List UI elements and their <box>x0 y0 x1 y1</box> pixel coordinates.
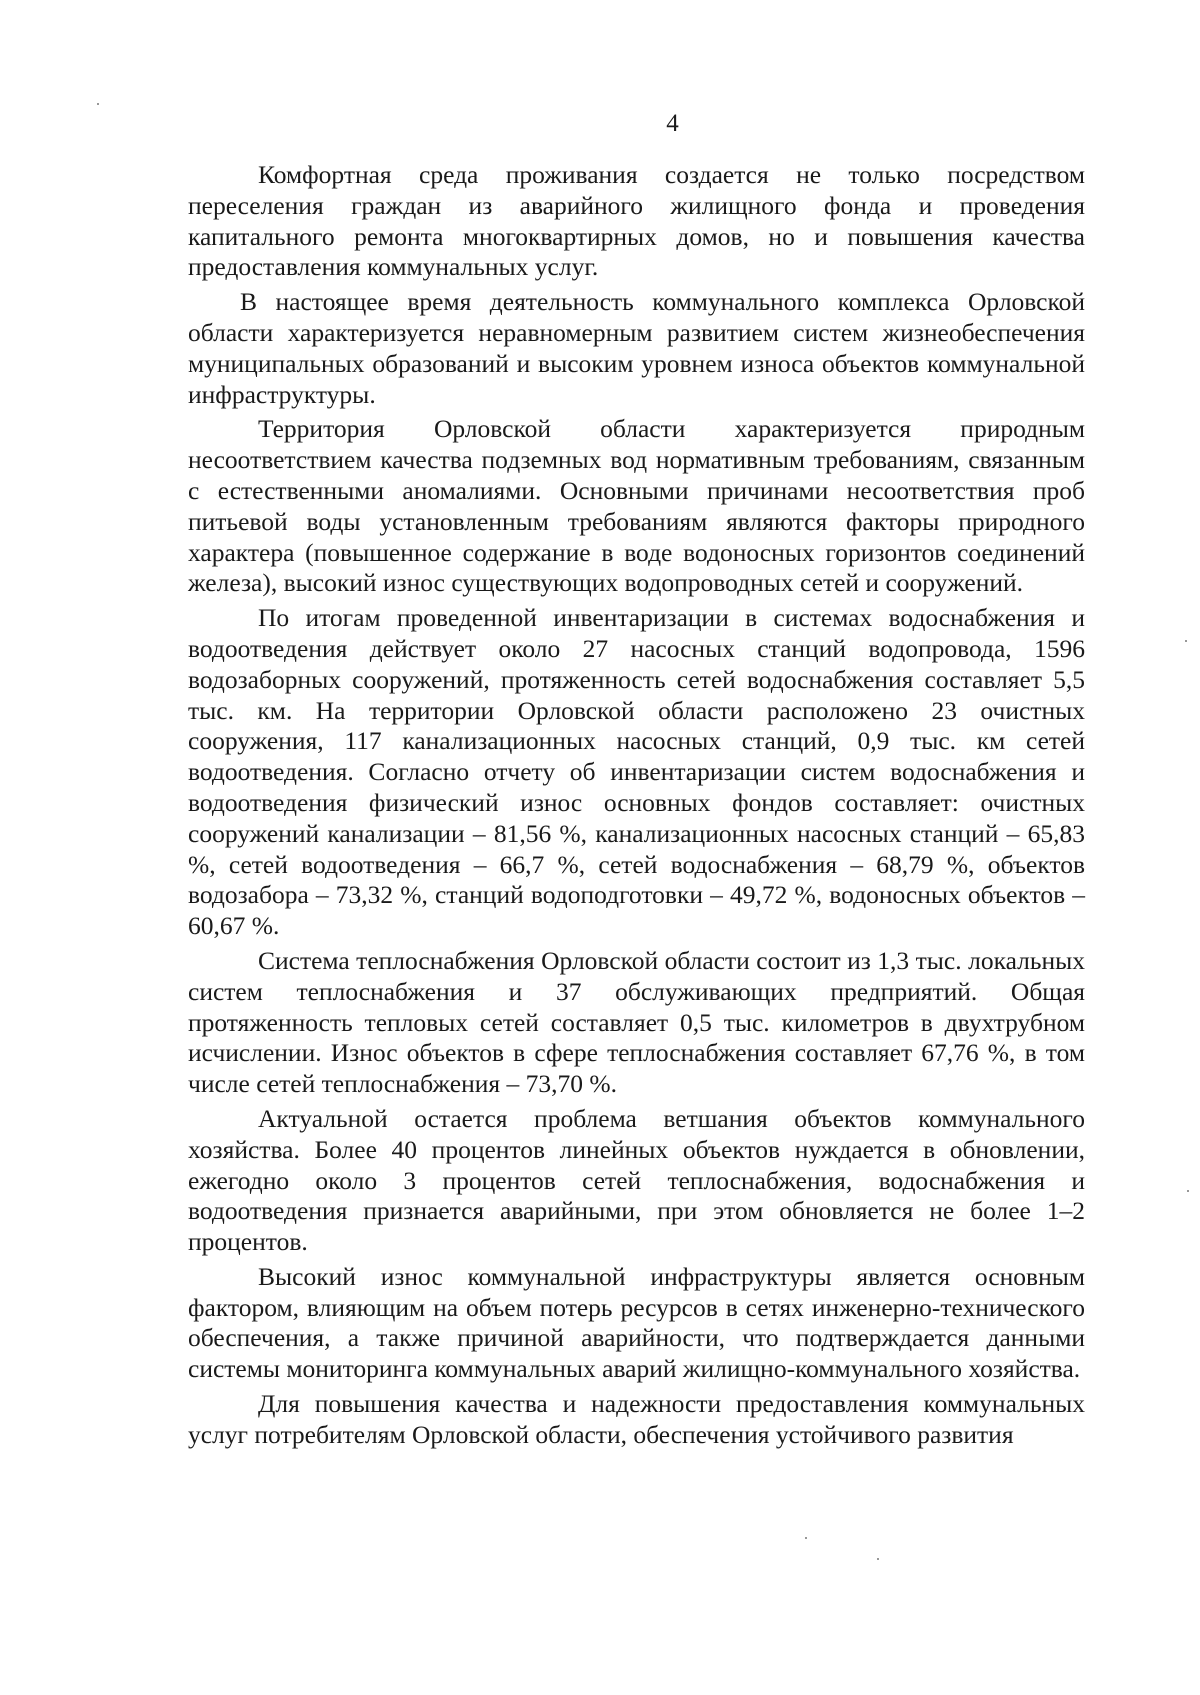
paragraph-quality-improvement: Для повышения качества и надежности предоставления коммунальных услуг потребителям Орловской области, обеспечения устойчивого развития <box>188 1389 1085 1449</box>
scan-speck <box>805 1537 807 1539</box>
scan-speck <box>1187 1190 1189 1192</box>
paragraph-heat-supply: Система теплоснабжения Орловской области состоит из 1,3 тыс. локальных систем теплоснабжения и 37 обслуживающих предприятий. Общая протяженность тепловых сетей составляет 0,5 тыс. километров в двухтрубном исчислении. Износ объектов в сфере теплоснабжения составляет 67,76 %, в том числе сетей теплоснабжения – 73,70 %. <box>188 945 1085 1099</box>
document-body <box>188 160 1085 1455</box>
scan-speck <box>877 1558 879 1560</box>
scan-speck <box>1185 640 1187 642</box>
paragraph-water-inventory: По итогам проведенной инвентаризации в системах водоснабжения и водоотведения действует около 27 насосных станций водопровода, 1596 водозаборных сооружений, протяженность сетей водоснабжения составляет 5,5 тыс. км. На территории Орловской области расположено 23 очистных сооружения, 117 канализационных насосных станций, 0,9 тыс. км сетей водоотведения. Согласно отчету об инвентаризации систем водоснабжения и водоотведения физический износ основных фондов составляет: очистных сооружений канализации – 81,56 %, канализационных насосных станций – 65,83 %, сетей водоотведения – 66,7 %, сетей водоснабжения – 68,79 %, объектов водозабора – 73,32 %, станций водоподготовки – 49,72 %, водоносных объектов – 60,67 %. <box>188 603 1085 941</box>
paragraph-communal-complex: В настоящее время деятельность коммунального комплекса Орловской области характеризуется неравномерным развитием систем жизнеобеспечения муниципальных образований и высоким уровнем износа объектов коммунальной инфраструктуры. <box>188 287 1085 409</box>
scan-speck <box>97 103 99 105</box>
paragraph-comfortable-environment: Комфортная среда проживания создается не только посредством переселения граждан из аварийного жилищного фонда и проведения капитального ремонта многоквартирных домов, но и повышения качества предоставления коммунальных услуг. <box>188 160 1085 282</box>
paragraph-high-wear: Высокий износ коммунальной инфраструктуры является основным фактором, влияющим на объем потерь ресурсов в сетях инженерно-технического обеспечения, а также причиной аварийности, что подтверждается данными системы мониторинга коммунальных аварий жилищно-коммунального хозяйства. <box>188 1261 1085 1384</box>
paragraph-groundwater-quality: Территория Орловской области характеризуется природным несоответствием качества подземных вод нормативным требованиям, связанным с естественными аномалиями. Основными причинами несоответствия проб питьевой воды установленным требованиям являются факторы природного характера (повышенное содержание в воде водоносных горизонтов соединений железа), высокий износ существующих водопроводных сетей и сооружений. <box>188 414 1085 598</box>
paragraph-infrastructure-aging: Актуальной остается проблема ветшания объектов коммунального хозяйства. Более 40 процентов линейных объектов нуждается в обновлении, ежегодно около 3 процентов сетей теплоснабжения, водоснабжения и водоотведения признается аварийными, при этом обновляется не более 1–2 процентов. <box>188 1103 1085 1257</box>
page-number: 4 <box>666 110 679 137</box>
